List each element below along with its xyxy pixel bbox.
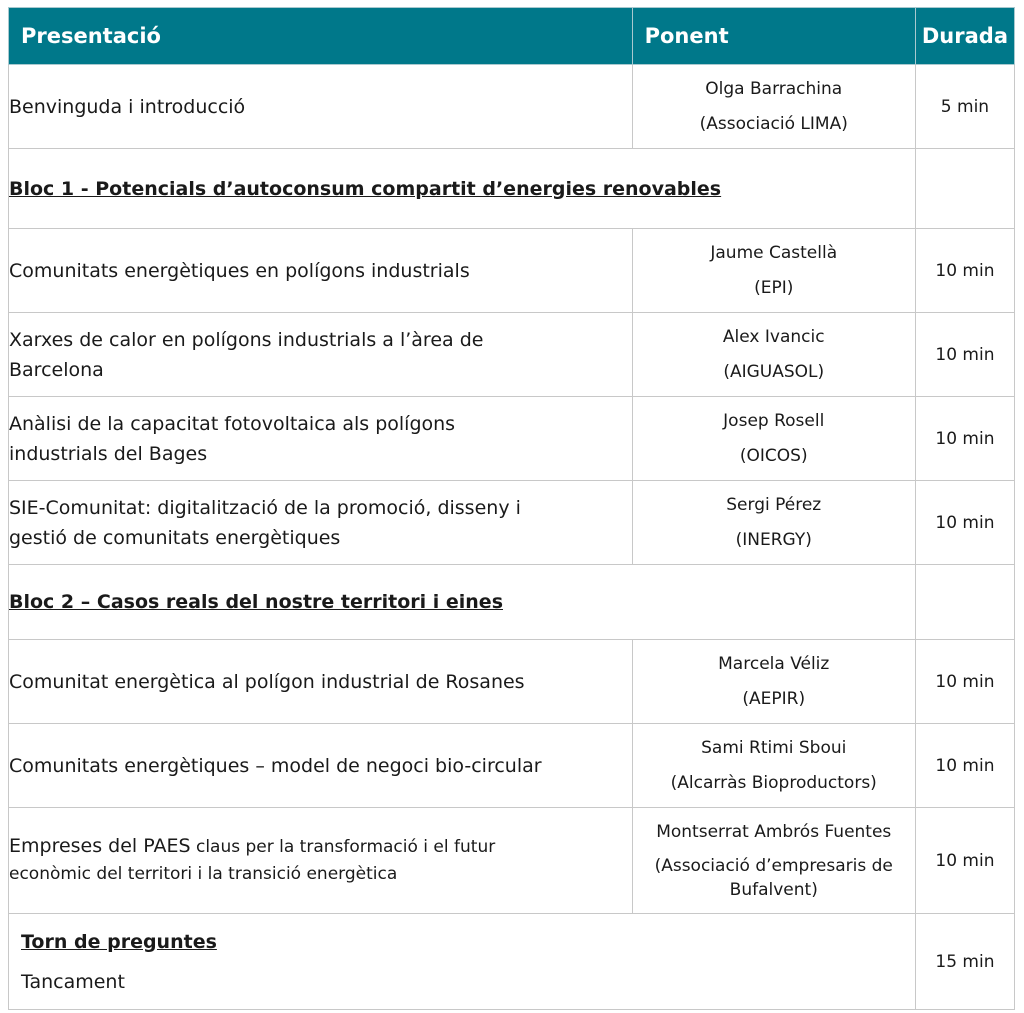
empty-cell: [915, 149, 1014, 229]
table-row: [9, 808, 1015, 914]
closing-title: Tancament: [21, 970, 125, 993]
session-title-emphasis: Empreses del PAES: [9, 835, 191, 857]
table-row: [9, 640, 1015, 724]
speaker-cell: [632, 313, 915, 397]
speaker-org: (Associació LIMA): [699, 113, 848, 134]
session-title: Comunitats energètiques – model de negoci bio-circular: [9, 724, 633, 808]
speaker-name: Josep Rosell: [723, 410, 825, 431]
speaker-org: (OICOS): [739, 445, 808, 466]
speaker-name: Sami Rtimi Sboui: [701, 737, 847, 758]
speaker-name: Olga Barrachina: [705, 78, 843, 99]
speaker-cell: [632, 397, 915, 481]
speaker-cell: [632, 724, 915, 808]
session-title-line: [9, 833, 632, 861]
session-title-line: econòmic del territori i la transició energètica: [9, 864, 398, 884]
table-row: [9, 481, 1015, 565]
session-title: [9, 481, 633, 565]
table-row: [9, 229, 1015, 313]
closing-cell: [9, 914, 916, 1010]
table-row: [9, 313, 1015, 397]
speaker-org: (INERGY): [735, 529, 812, 550]
duration: 10 min: [915, 724, 1014, 808]
session-title: Comunitats energètiques en polígons industrials: [9, 229, 633, 313]
duration: 15 min: [915, 914, 1014, 1010]
duration: 10 min: [915, 397, 1014, 481]
questions-title: Torn de preguntes: [21, 930, 217, 953]
header-ponent: Ponent: [632, 8, 915, 65]
speaker-name: Alex Ivancic: [722, 326, 825, 347]
session-title-line: Barcelona: [9, 358, 104, 381]
session-title: [9, 313, 633, 397]
session-title-line: Xarxes de calor en polígons industrials a l’àrea de: [9, 328, 484, 351]
bloc-row: [9, 565, 1015, 640]
duration: 10 min: [915, 640, 1014, 724]
closing-row: [9, 914, 1015, 1010]
table-row: [9, 397, 1015, 481]
session-title: [9, 808, 633, 914]
speaker-org: (AIGUASOL): [723, 361, 825, 382]
speaker-cell: [632, 640, 915, 724]
speaker-cell: [632, 808, 915, 914]
speaker-cell: [632, 65, 915, 149]
header-presentacio: Presentació: [9, 8, 633, 65]
header-durada: Durada: [915, 8, 1014, 65]
duration: 10 min: [915, 229, 1014, 313]
agenda-table: [8, 7, 1015, 1010]
speaker-cell: [632, 481, 915, 565]
speaker-org: (AEPIR): [742, 688, 806, 709]
session-title-line: Anàlisi de la capacitat fotovoltaica als polígons: [9, 412, 456, 435]
session-title: Comunitat energètica al polígon industrial de Rosanes: [9, 640, 633, 724]
duration: 5 min: [915, 65, 1014, 149]
table-row: [9, 724, 1015, 808]
speaker-cell: [632, 229, 915, 313]
speaker-name: Marcela Véliz: [718, 653, 830, 674]
session-title-line: industrials del Bages: [9, 442, 208, 465]
speaker-org: (Associació d’empresaris de: [654, 855, 893, 876]
bloc-1-title: Bloc 1 - Potencials d’autoconsum compartit d’energies renovables: [9, 149, 916, 229]
empty-cell: [915, 565, 1014, 640]
session-title: Benvinguda i introducció: [9, 65, 633, 149]
session-title: [9, 397, 633, 481]
speaker-name: Sergi Pérez: [726, 494, 822, 515]
speaker-org: (EPI): [754, 277, 794, 298]
session-title-rest: claus per la transformació i el futur: [190, 837, 496, 857]
bloc-2-title: Bloc 2 – Casos reals del nostre territori i eines: [9, 565, 916, 640]
speaker-name: Montserrat Ambrós Fuentes: [656, 821, 892, 842]
table-row: [9, 65, 1015, 149]
speaker-org: Bufalvent): [729, 879, 818, 900]
header-row: [9, 8, 1015, 65]
speaker-org: (Alcarràs Bioproductors): [670, 772, 877, 793]
duration: 10 min: [915, 313, 1014, 397]
duration: 10 min: [915, 808, 1014, 914]
speaker-name: Jaume Castellà: [710, 242, 838, 263]
duration: 10 min: [915, 481, 1014, 565]
session-title-line: SIE-Comunitat: digitalització de la promoció, disseny i: [9, 496, 521, 519]
bloc-row: [9, 149, 1015, 229]
session-title-line: gestió de comunitats energètiques: [9, 526, 341, 549]
